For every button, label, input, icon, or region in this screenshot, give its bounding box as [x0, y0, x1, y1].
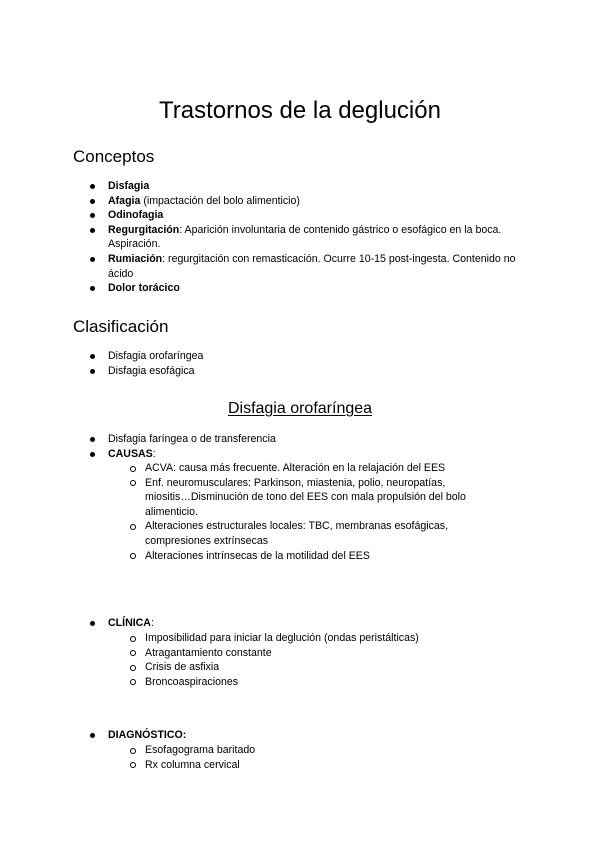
- list-item: Atragantamiento constante: [129, 646, 489, 661]
- list-item: Imposibilidad para iniciar la deglución (ondas peristálticas): [129, 631, 489, 646]
- list-item: Broncoaspiraciones: [129, 675, 489, 690]
- conceptos-heading: Conceptos: [73, 147, 155, 166]
- list-item: [88, 281, 528, 296]
- clinica-list-header: [88, 616, 528, 631]
- diagnostico-label: DIAGNÓSTICO:: [108, 729, 187, 741]
- diagnostico-list-header: [88, 728, 528, 743]
- list-item: Rx columna cervical: [129, 758, 489, 773]
- clinica-list: [129, 631, 489, 689]
- causas-list: [129, 461, 489, 563]
- list-item: Rumiación: regurgitación con remasticación. Ocurre 10-15 post-ingesta. Contenido no ácido: [88, 252, 528, 281]
- list-item: Regurgitación: Aparición involuntaria de contenido gástrico o esofágico en la boca. Aspiración.: [88, 223, 528, 252]
- orofaringea-intro-list: [88, 432, 528, 461]
- list-item: Enf. neuromusculares: Parkinson, miastenia, polio, neuropatías, miositis…Disminución de tono del EES con mala propulsión del bolo alimenticio.: [129, 476, 489, 520]
- list-item: Disfagia faríngea o de transferencia: [88, 432, 528, 447]
- list-item: Disfagia esofágica: [88, 364, 528, 379]
- list-item: Disfagia orofaríngea: [88, 349, 528, 364]
- diagnostico-list: [129, 743, 489, 772]
- list-item: Crisis de asfixia: [129, 660, 489, 675]
- term: Disfagia: [108, 180, 150, 192]
- list-item: Alteraciones estructurales locales: TBC, membranas esofágicas, compresiones extrínsecas: [129, 519, 489, 548]
- clasificacion-heading: Clasificación: [73, 317, 169, 336]
- list-item: ACVA: causa más frecuente. Alteración en la relajación del EES: [129, 461, 489, 476]
- list-item: [88, 179, 528, 194]
- term: Regurgitación: [108, 223, 180, 236]
- page-title: Trastornos de la deglución: [159, 97, 441, 124]
- list-item: Alteraciones intrínsecas de la motilidad del EES: [129, 549, 489, 564]
- causas-label: CAUSAS: [108, 447, 153, 460]
- list-item: CLÍNICA:: [88, 616, 528, 631]
- list-item: CAUSAS:: [88, 447, 528, 462]
- list-item: Afagia (impactación del bolo alimenticio): [88, 194, 528, 209]
- term: Odinofagia: [108, 209, 164, 222]
- conceptos-list: [88, 179, 528, 296]
- term: Rumiación: [108, 252, 163, 265]
- term: Dolor torácico: [108, 282, 180, 295]
- list-item: [88, 728, 528, 743]
- orofaringea-heading: Disfagia orofaríngea: [227, 400, 373, 417]
- list-item: [88, 208, 528, 223]
- clasificacion-list: [88, 349, 528, 378]
- list-item: Esofagograma baritado: [129, 743, 489, 758]
- clinica-label: CLÍNICA: [108, 617, 151, 629]
- term: Afagia: [108, 194, 141, 207]
